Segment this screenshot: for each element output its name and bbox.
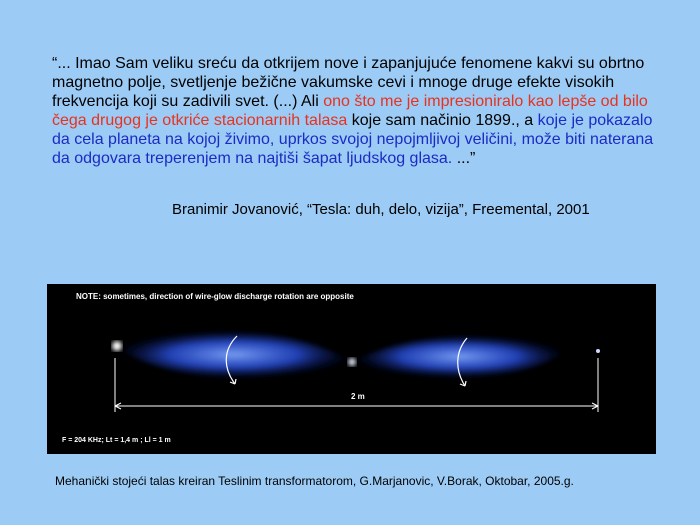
quote-text (52, 54, 667, 168)
quote-part-red: ono što me je impresioniralo kao lepše od bilo čega drugog je otkriće stacionarnih talasa (52, 93, 648, 129)
quote-part-black: “... Imao Sam veliku sreću da otkrijem nove i zapanjujuće fenomene kakvi su obrtno magnetno polje, svetljenje bežične vakumske cevi i mnoge druge efekte visokih frekvencija koji su zadivili svet. (...) Ali (52, 55, 645, 110)
quote-part-end: ...” (452, 150, 476, 167)
wave-lobe-right (352, 335, 567, 379)
photo-note: NOTE: sometimes, direction of wire-glow discharge rotation are opposite (76, 292, 354, 301)
citation: Branimir Jovanović, “Tesla: duh, delo, vizija”, Freemental, 2001 (172, 201, 590, 218)
photo-params: F = 204 KHz; Lt = 1,4 m ; Ll = 1 m (62, 437, 171, 444)
standing-wave-photo (47, 284, 656, 454)
quote-part-black-2: koje sam načinio 1899., a (347, 112, 538, 129)
photo-caption: Mehanički stojeći talas kreiran Teslinim transformatorom, G.Marjanovic, V.Borak, Oktobar, 2005.g. (55, 474, 574, 488)
standing-wave-image (47, 284, 656, 454)
wave-lobe-left (115, 330, 352, 378)
quote-part-blue: koje je pokazalo da cela planeta na kojoj živimo, uprkos svojoj nepojmljivoj veličini, može biti naterana da odgovara treperenjem na najtiši šapat ljudskog glasa. (52, 112, 654, 167)
scale-label: 2 m (351, 392, 365, 401)
